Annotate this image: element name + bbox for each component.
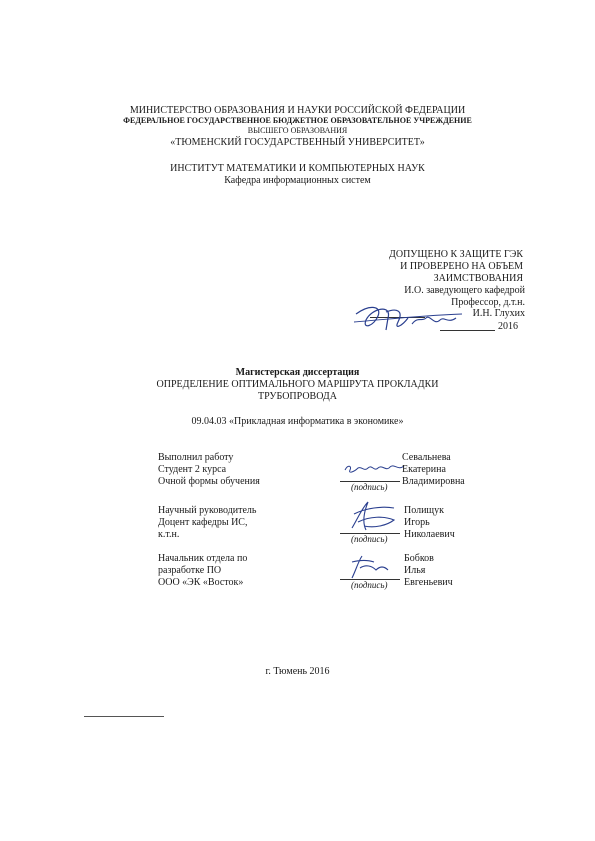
consultant-signature-icon xyxy=(346,552,396,582)
institution-type-line-2: ВЫСШЕГО ОБРАЗОВАНИЯ xyxy=(247,126,348,135)
signatory-name-line: Игорь xyxy=(404,517,430,528)
signatory-role-line: Выполнил работу xyxy=(158,452,234,463)
thesis-specialty: 09.04.03 «Прикладная информатика в экономике» xyxy=(191,416,404,427)
student-signature-icon xyxy=(342,458,406,478)
signatory-role-line: к.т.н. xyxy=(158,529,180,540)
signatory-name-line: Екатерина xyxy=(402,464,446,475)
signatory-name-line: Николаевич xyxy=(404,529,455,540)
signature-caption: (подпись) xyxy=(351,482,388,492)
footnote-divider xyxy=(84,716,164,717)
signatory-name-line: Илья xyxy=(404,565,426,576)
ministry-line: МИНИСТЕРСТВО ОБРАЗОВАНИЯ И НАУКИ РОССИЙСКОЙ ФЕДЕРАЦИИ xyxy=(129,105,466,116)
approval-line-4: И.О. заведующего кафедрой xyxy=(404,285,525,296)
signatory-name-line: Евгеньевич xyxy=(404,577,453,588)
signatory-name-line: Полищук xyxy=(404,505,444,516)
approval-name: И.Н. Глухих xyxy=(472,308,525,319)
signatory-name-line: Бобков xyxy=(404,553,434,564)
thesis-title-line-2: ТРУБОПРОВОДА xyxy=(258,391,337,402)
signatory-role-line: ООО «ЭК «Восток» xyxy=(158,577,244,588)
thesis-type: Магистерская диссертация xyxy=(235,367,360,378)
approval-line-2: И ПРОВЕРЕНО НА ОБЪЕМ xyxy=(400,261,523,272)
university-name: «ТЮМЕНСКИЙ ГОСУДАРСТВЕННЫЙ УНИВЕРСИТЕТ» xyxy=(170,137,425,148)
signature-caption: (подпись) xyxy=(351,580,388,590)
approval-signature-icon xyxy=(352,300,472,336)
signatory-role-line: Очной формы обучения xyxy=(158,476,260,487)
approval-line-5: Профессор, д.т.н. xyxy=(451,297,525,308)
signatory-role-line: Доцент кафедры ИС, xyxy=(158,517,248,528)
approval-line-3: ЗАИМСТВОВАНИЯ xyxy=(433,273,523,284)
approval-year: 2016 xyxy=(498,321,518,332)
signatory-role-line: Начальник отдела по xyxy=(158,553,248,564)
signatory-name-line: Владимировна xyxy=(402,476,465,487)
department-name: Кафедра информационных систем xyxy=(224,175,371,186)
signatory-role-line: разработке ПО xyxy=(158,565,222,576)
supervisor-signature-icon xyxy=(344,498,400,536)
signatory-role-line: Студент 2 курса xyxy=(158,464,227,475)
institute-name: ИНСТИТУТ МАТЕМАТИКИ И КОМПЬЮТЕРНЫХ НАУК xyxy=(170,163,425,174)
institution-type-line: ФЕДЕРАЛЬНОЕ ГОСУДАРСТВЕННОЕ БЮДЖЕТНОЕ ОБРАЗОВАТЕЛЬНОЕ УЧРЕЖДЕНИЕ xyxy=(123,116,472,125)
signatory-name-line: Севальнева xyxy=(402,452,451,463)
city-year: г. Тюмень 2016 xyxy=(265,666,330,677)
signature-caption: (подпись) xyxy=(351,534,388,544)
thesis-title-line-1: ОПРЕДЕЛЕНИЕ ОПТИМАЛЬНОГО МАРШРУТА ПРОКЛАДКИ xyxy=(156,379,439,390)
signatory-role-line: Научный руководитель xyxy=(158,505,257,516)
approval-line-1: ДОПУЩЕНО К ЗАЩИТЕ ГЭК xyxy=(389,249,523,260)
